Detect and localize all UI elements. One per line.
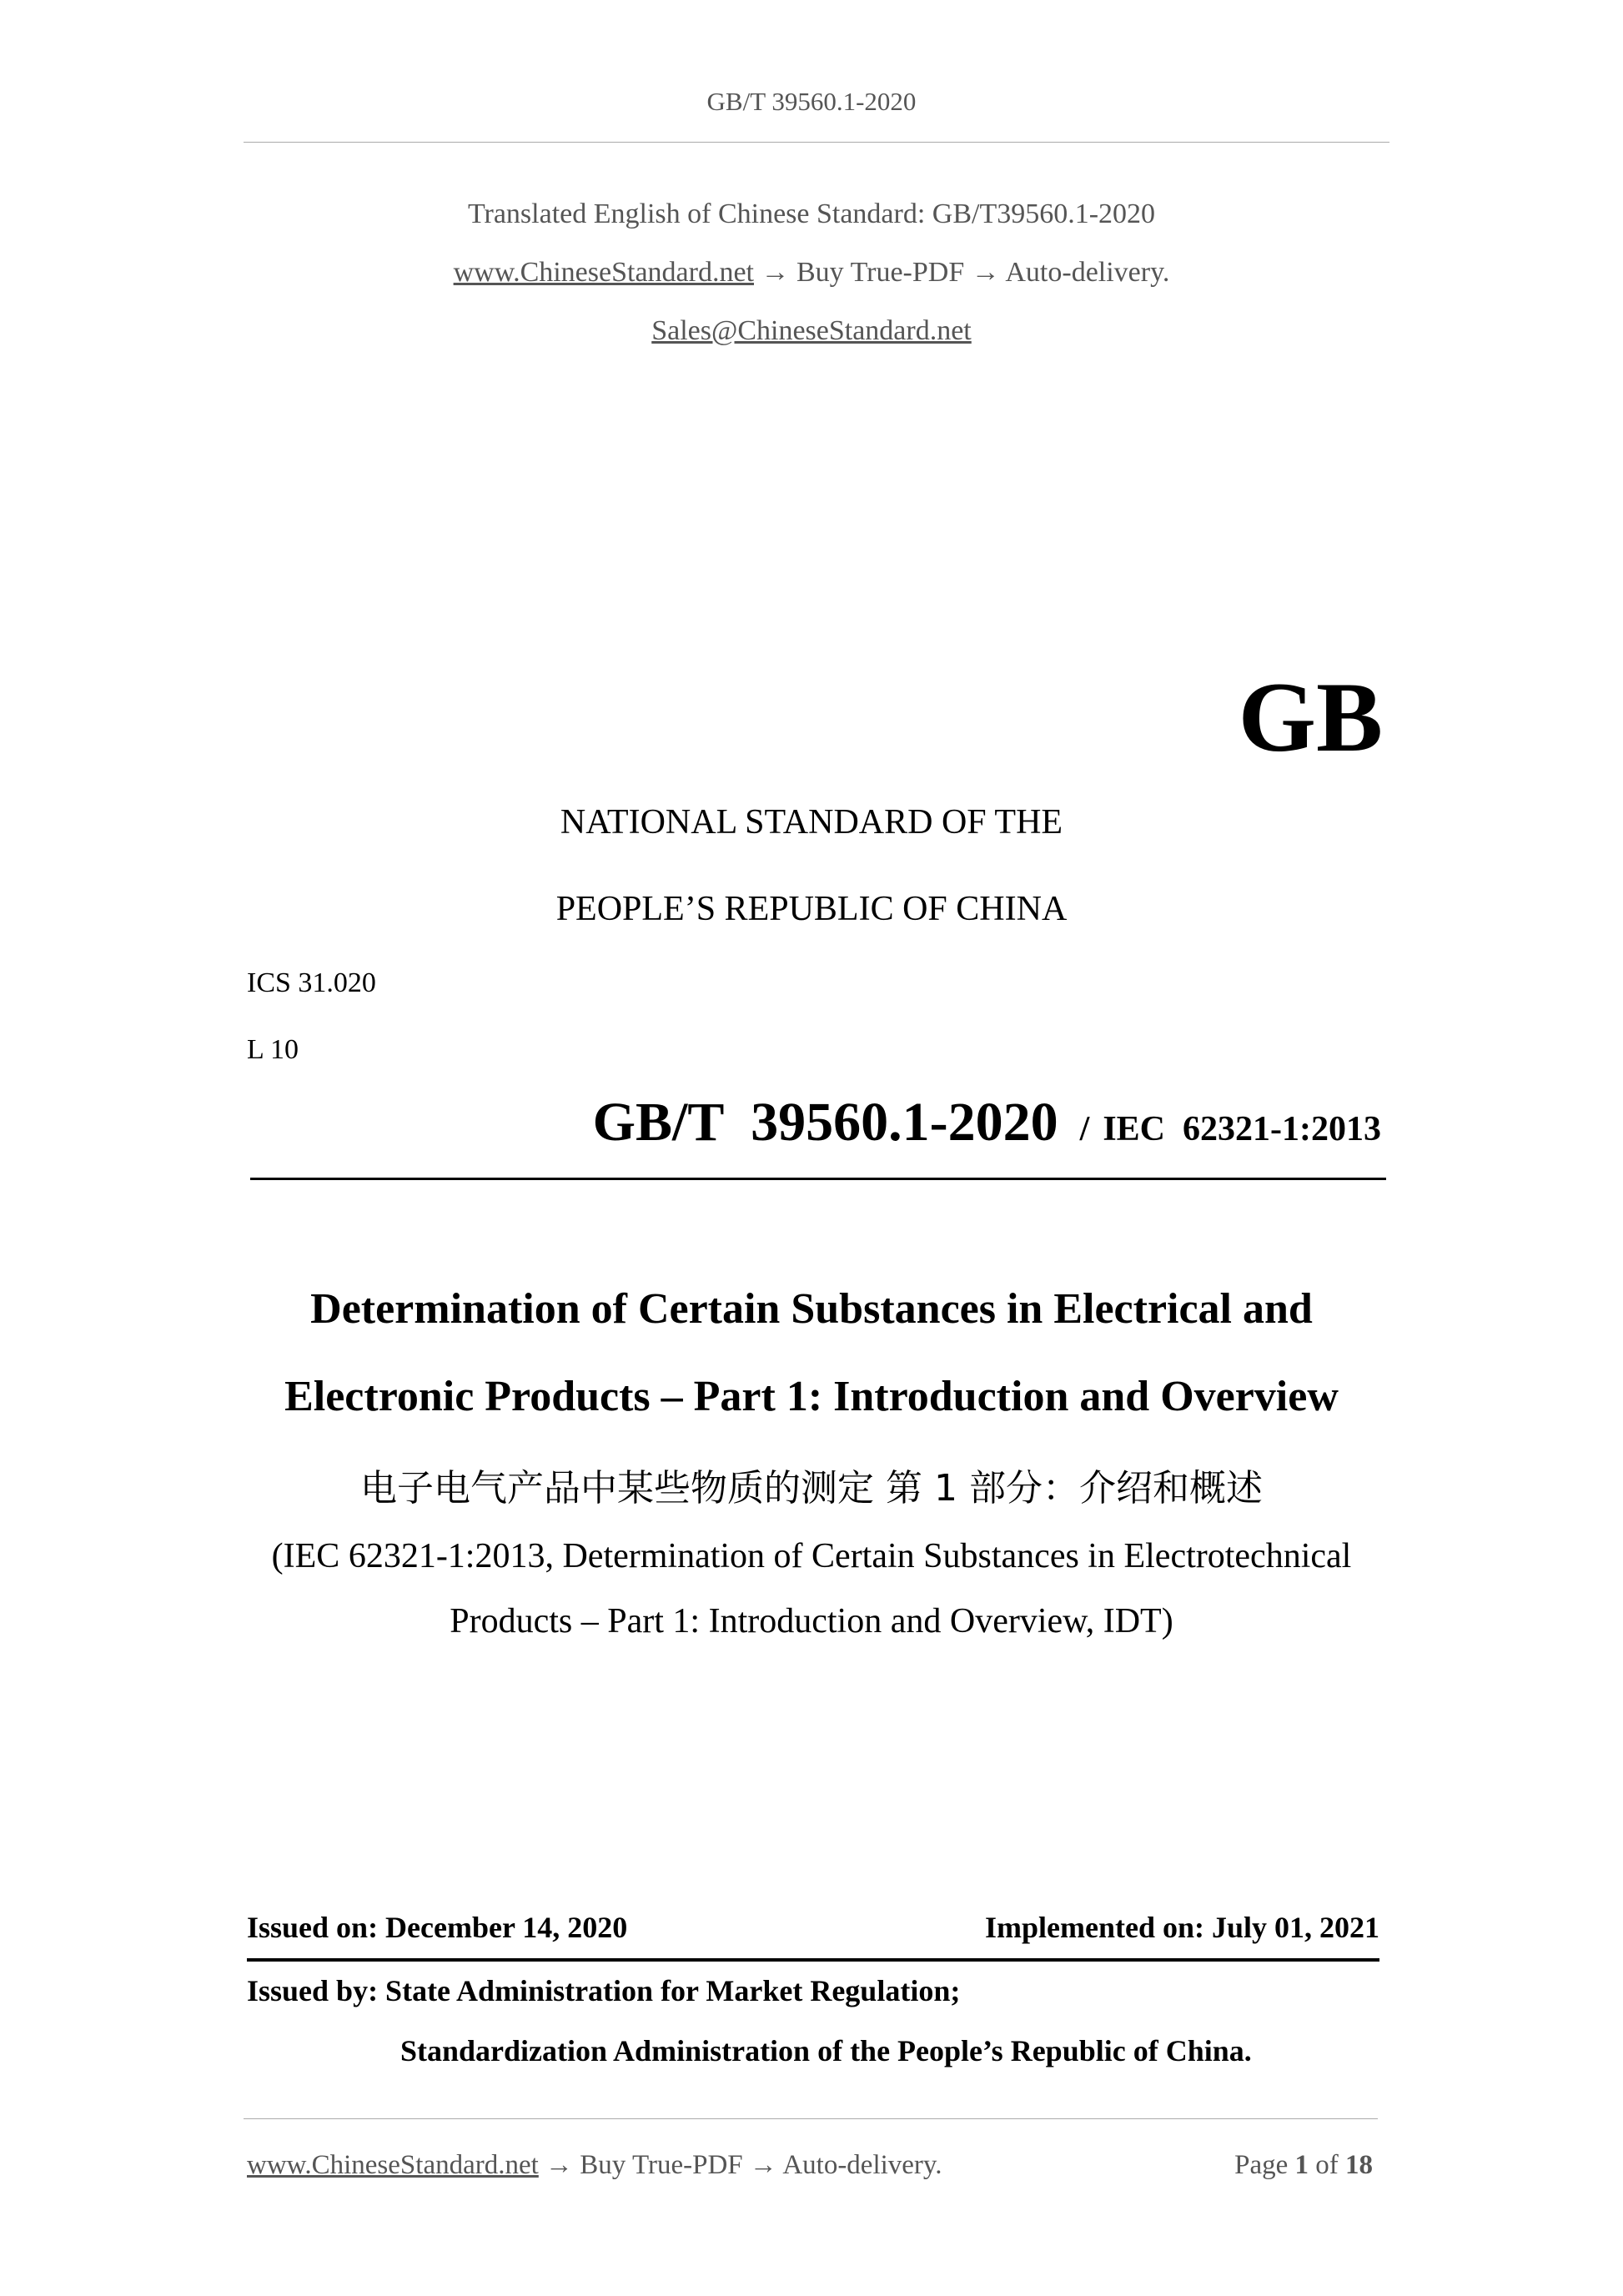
iec-title-line-1: (IEC 62321-1:2013, Determination of Certain Substances in Electrotechnical — [271, 1537, 1352, 1575]
buy-line — [0, 257, 1623, 289]
sales-line — [0, 315, 1623, 347]
national-standard-line-1: NATIONAL STANDARD OF THE — [560, 803, 1063, 842]
page-number: 1 — [1294, 2150, 1309, 2180]
standard-number: GB/T 39560.1-2020 — [592, 1092, 1058, 1153]
ics-code: ICS 31.020 — [247, 967, 376, 998]
implemented-on-date: Implemented on: July 01, 2021 — [984, 1911, 1379, 1944]
standard-number-divider — [250, 1178, 1386, 1180]
issued-by-line-2: Standardization Administration of the People’s Republic of China. — [400, 2034, 1252, 2067]
title-chinese: 电子电气产品中某些物质的测定 第 1 部分：介绍和概述 — [360, 1467, 1263, 1510]
arrow-icon: → — [761, 257, 790, 288]
arrow-icon: → — [749, 2150, 777, 2180]
iec-title-line-2: Products – Part 1: Introduction and Overview, IDT) — [450, 1602, 1173, 1640]
number-separator: / — [1079, 1110, 1090, 1148]
footer-auto-delivery-text: Auto-delivery. — [782, 2150, 942, 2180]
of-label: of — [1315, 2150, 1339, 2180]
site-link[interactable]: www.ChineseStandard.net — [453, 257, 754, 288]
page-label: Page — [1234, 2150, 1289, 2180]
footer-divider — [244, 2118, 1378, 2119]
title-line-2: Electronic Products – Part 1: Introduction and Overview — [284, 1373, 1339, 1420]
total-pages: 18 — [1345, 2150, 1373, 2180]
iec-number: IEC 62321-1:2013 — [1103, 1110, 1381, 1148]
arrow-icon: → — [545, 2150, 574, 2180]
issued-on-date: Issued on: December 14, 2020 — [247, 1911, 628, 1944]
sales-email-link[interactable]: Sales@ChineseStandard.net — [651, 315, 972, 346]
running-head: GB/T 39560.1-2020 — [706, 87, 917, 116]
date-divider — [247, 1958, 1379, 1962]
translated-notice: Translated English of Chinese Standard: GB/T39560.1-2020 — [467, 198, 1156, 229]
buy-true-pdf-text: Buy True-PDF — [796, 257, 965, 288]
ccs-code: L 10 — [247, 1034, 299, 1065]
footer-buy-true-pdf-text: Buy True-PDF — [580, 2150, 743, 2180]
standard-number-line — [593, 1091, 1381, 1154]
arrow-icon: → — [971, 257, 1000, 288]
title-line-1: Determination of Certain Substances in Electrical and — [310, 1285, 1313, 1333]
footer-buy-line — [247, 2150, 942, 2181]
national-standard-line-2: PEOPLE’S REPUBLIC OF CHINA — [555, 890, 1068, 928]
auto-delivery-text: Auto-delivery. — [1005, 257, 1170, 288]
issued-by-line-1: Issued by: State Administration for Market Regulation; — [247, 1974, 961, 2007]
gb-mark: GB — [1238, 661, 1383, 772]
page-indicator — [1234, 2150, 1373, 2181]
header-divider — [244, 142, 1389, 143]
footer-site-link[interactable]: www.ChineseStandard.net — [247, 2150, 539, 2180]
